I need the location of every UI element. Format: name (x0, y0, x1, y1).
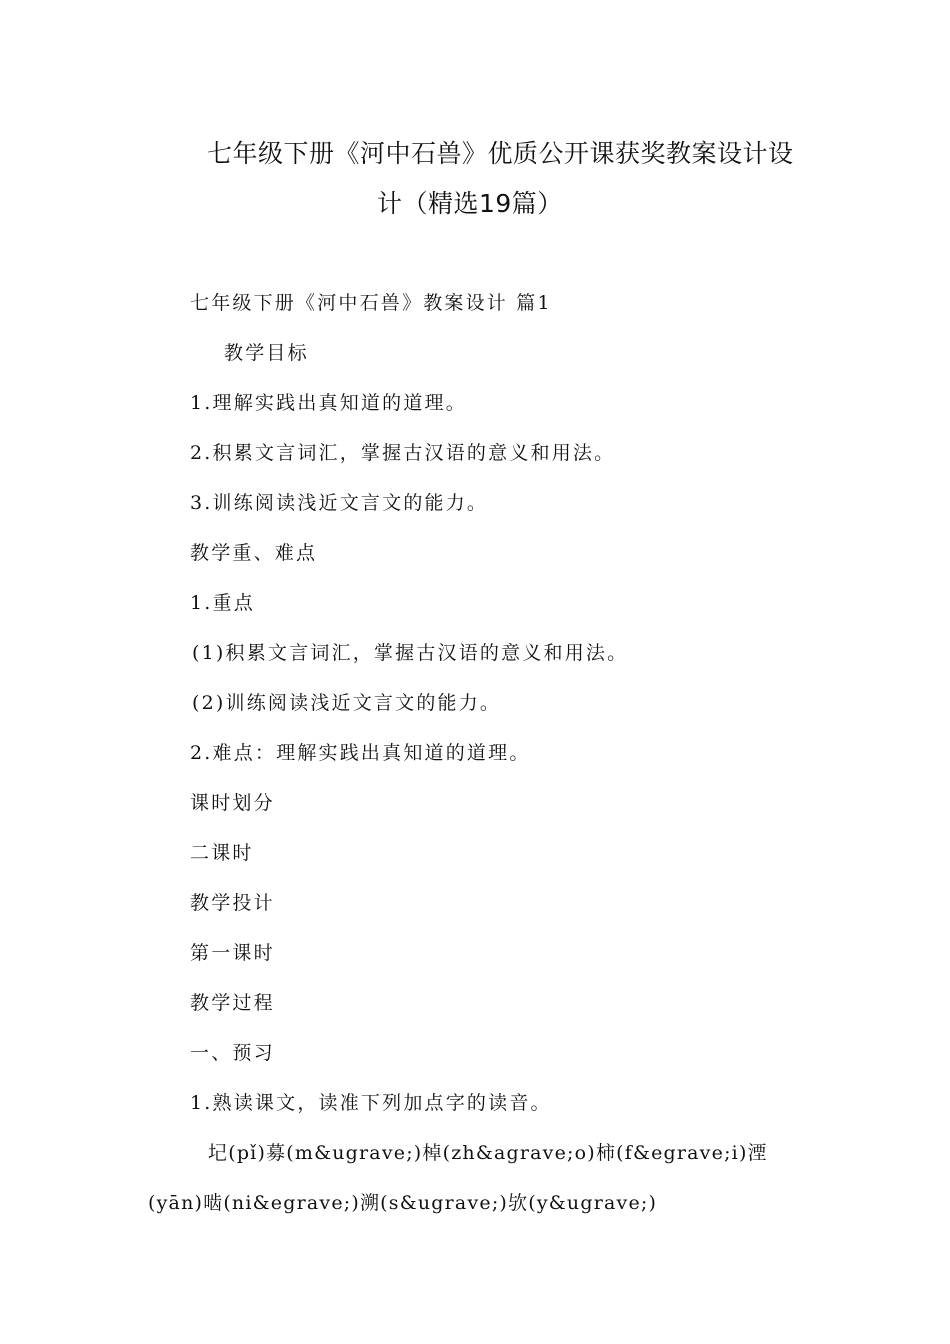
difficulty-point: 2.难点：理解实践出真知道的道理。 (190, 742, 531, 764)
teaching-goals-heading: 教学目标 (224, 342, 309, 364)
preview-item: 1.熟读课文，读准下列加点字的读音。 (190, 1092, 552, 1114)
goal-item: 2.积累文言词汇，掌握古汉语的意义和用法。 (190, 442, 616, 464)
preview-heading: 一、预习 (190, 1042, 275, 1064)
teaching-design-heading: 教学投计 (190, 892, 275, 914)
pinyin-line: 圮(pǐ)募(m&ugrave;)棹(zh&agrave;o)柿(f&egrave;i)湮 (208, 1142, 768, 1164)
goal-item: 1.理解实践出真知道的道理。 (190, 392, 467, 414)
key-point-label: 1.重点 (190, 592, 255, 614)
process-heading: 教学过程 (190, 992, 275, 1014)
key-points-heading: 教学重、难点 (190, 542, 318, 564)
goal-item: 3.训练阅读浅近文言文的能力。 (190, 492, 489, 514)
document-title-line-1: 七年级下册《河中石兽》优质公开课获奖教案设计设 (207, 139, 794, 168)
lesson-count: 二课时 (190, 842, 254, 864)
key-point-item: (2)训练阅读浅近文言文的能力。 (192, 692, 502, 714)
lesson-division-heading: 课时划分 (190, 792, 275, 814)
key-point-item: (1)积累文言词汇，掌握古汉语的意义和用法。 (192, 642, 629, 664)
section-heading: 七年级下册《河中石兽》教案设计 篇1 (190, 292, 552, 314)
pinyin-line: (yān)啮(ni&egrave;)溯(s&ugrave;)欤(y&ugrave;) (148, 1192, 658, 1214)
document-title-line-2: 计（精选19篇） (377, 189, 563, 218)
first-lesson-heading: 第一课时 (190, 942, 275, 964)
